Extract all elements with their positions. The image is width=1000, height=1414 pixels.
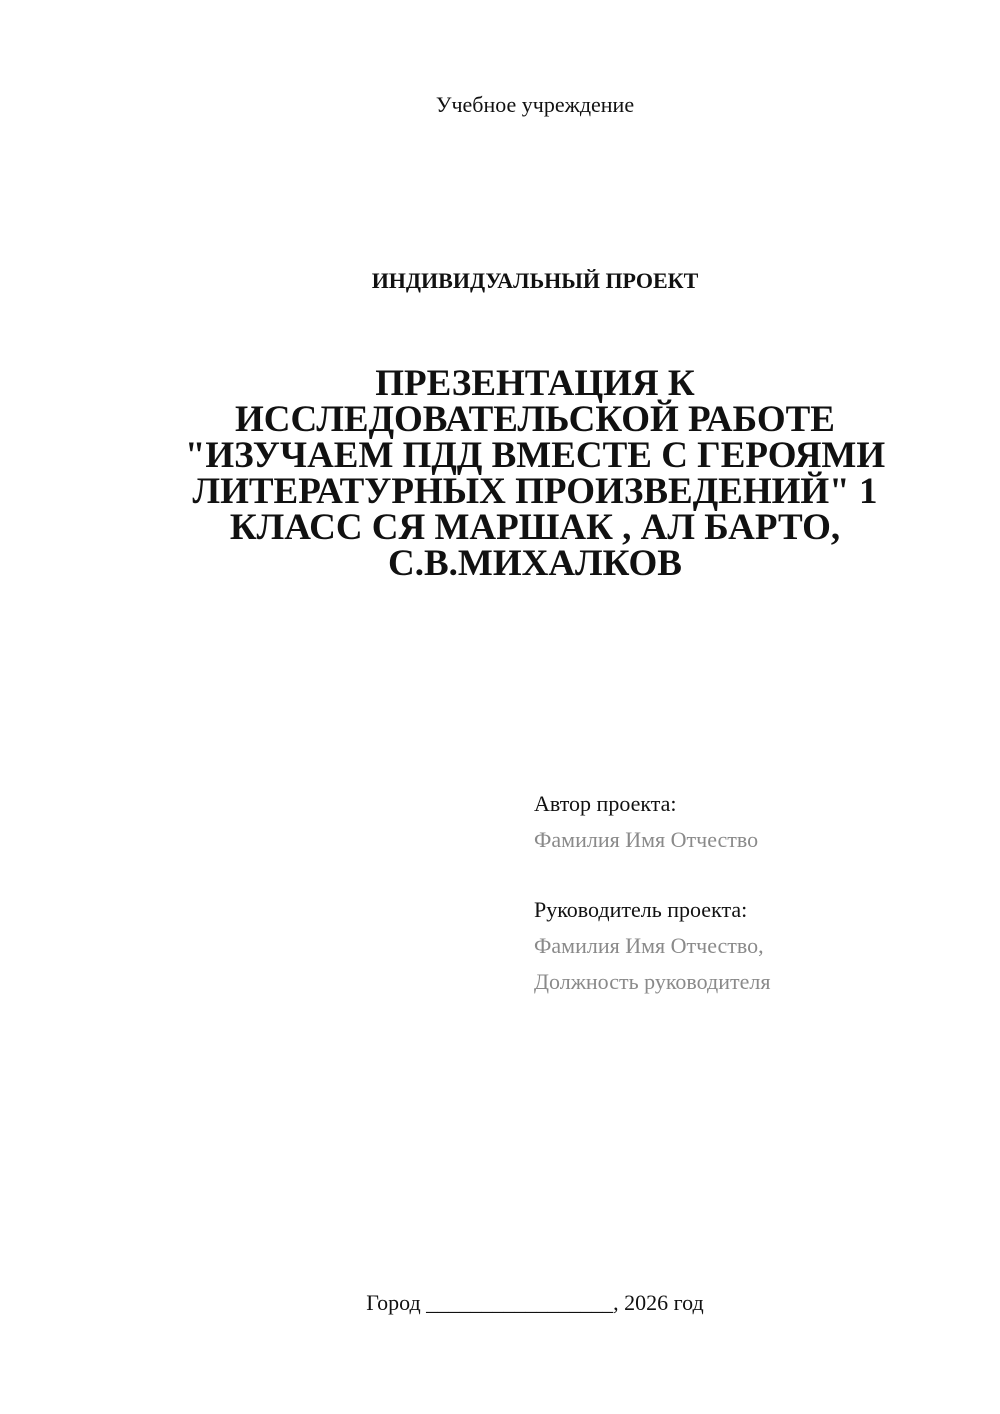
title-line: ПРЕЗЕНТАЦИЯ К (375, 363, 695, 404)
supervisor-name: Фамилия Имя Отчество, (534, 933, 764, 958)
author-label: Автор проекта: (534, 791, 677, 816)
supervisor-position: Должность руководителя (534, 969, 771, 994)
institution-name: Учебное учреждение (435, 92, 635, 117)
supervisor-label: Руководитель проекта: (534, 897, 748, 922)
supervisor-block (534, 892, 974, 1000)
city-year-footer: Город _________________, 2026 год (366, 1290, 704, 1315)
title-line: С.В.МИХАЛКОВ (388, 543, 682, 584)
title-line: ЛИТЕРАТУРНЫХ ПРОИЗВЕДЕНИЙ" 1 (192, 471, 878, 512)
project-title (150, 363, 920, 584)
title-line: ИССЛЕДОВАТЕЛЬСКОЙ РАБОТЕ (235, 399, 835, 440)
title-line: КЛАСС СЯ МАРШАК , АЛ БАРТО, (229, 507, 841, 548)
title-line: "ИЗУЧАЕМ ПДД ВМЕСТЕ С ГЕРОЯМИ (184, 435, 886, 476)
project-type: ИНДИВИДУАЛЬНЫЙ ПРОЕКТ (371, 268, 699, 293)
author-block (534, 786, 974, 858)
author-name: Фамилия Имя Отчество (534, 827, 759, 852)
